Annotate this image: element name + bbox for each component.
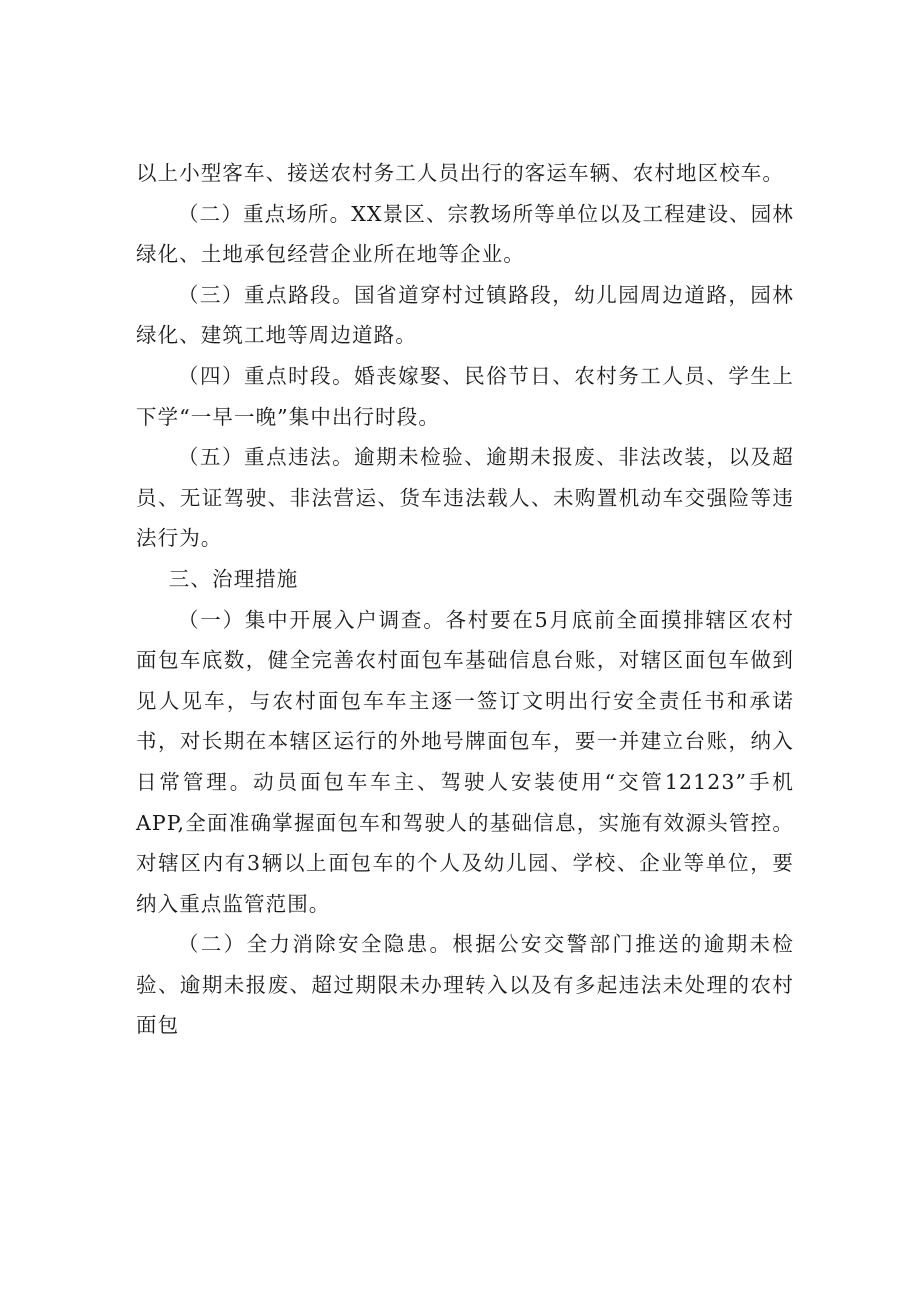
- paragraph-household-survey: （一）集中开展入户调查。各村要在5月底前全面摸排辖区农村面包车底数，健全完善农村面包车基础信息台账，对辖区面包车做到见人见车，与农村面包车车主逐一签订文明出行安全责任书和承诺书，对长期在本辖区运行的外地号牌面包车，要一并建立台账，纳入日常管理。动员面包车车主、驾驶人安装使用“交管12123”手机APP,全面准确掌握面包车和驾驶人的基础信息，实施有效源头管控。对辖区内有3辆以上面包车的个人及幼儿园、学校、企业等单位，要纳入重点监管范围。: [136, 607, 794, 916]
- paragraph-eliminate-hazards: （二）全力消除安全隐患。根据公安交警部门推送的逾期未检验、逾期未报废、超过期限未办理转入以及有多起违法未处理的农村面包: [136, 932, 794, 1038]
- paragraph-continuation: 以上小型客车、接送农村务工人员出行的客运车辆、农村地区校车。: [136, 161, 784, 185]
- section-heading-measures: 三、治理措施: [168, 566, 299, 591]
- paragraph-key-roads: （三）重点路段。国省道穿村过镇路段，幼儿园周边道路，园林绿化、建筑工地等周边道路。: [136, 282, 794, 348]
- paragraph-key-violations: （五）重点违法。逾期未检验、逾期未报废、非法改装，以及超员、无证驾驶、非法营运、货车违法载人、未购置机动车交强险等违法行为。: [136, 445, 794, 551]
- paragraph-key-periods: （四）重点时段。婚丧嫁娶、民俗节日、农村务工人员、学生上下学“一早一晚”集中出行时段。: [136, 363, 794, 429]
- document-body: [136, 153, 794, 1046]
- paragraph-key-places: （二）重点场所。XX景区、宗教场所等单位以及工程建设、园林绿化、土地承包经营企业所在地等企业。: [136, 201, 794, 267]
